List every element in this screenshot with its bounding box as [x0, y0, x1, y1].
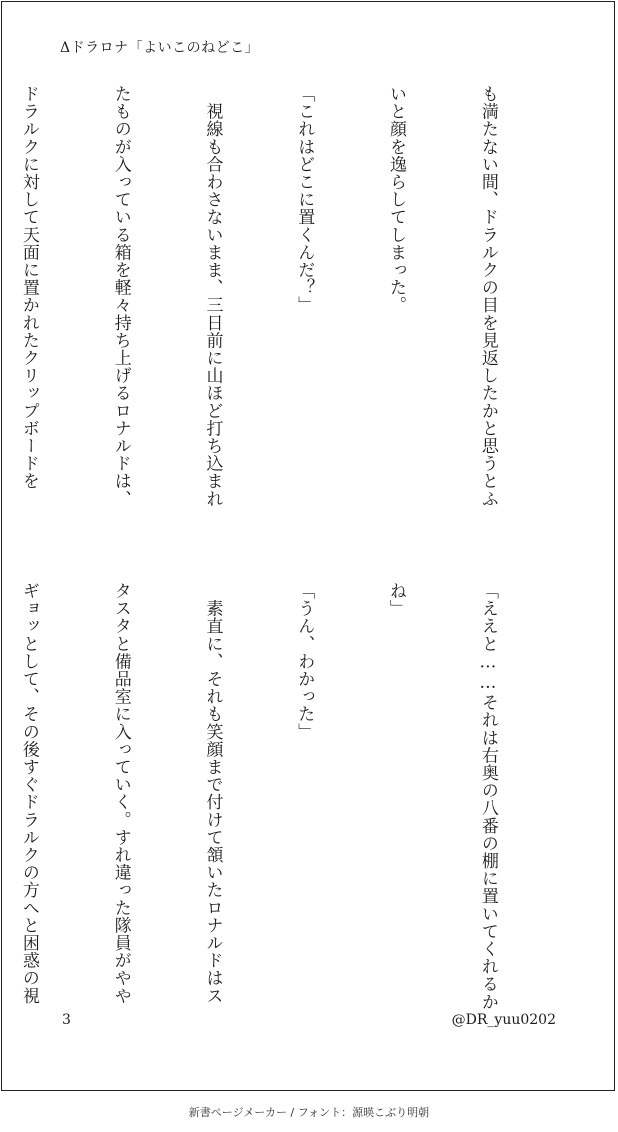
lower-text-block — [18, 582, 564, 1058]
page-number: 3 — [62, 1012, 71, 1028]
text-column: いと顔を逸らしてしまった。 — [386, 85, 407, 314]
upper-text-block — [18, 85, 564, 561]
text-column: 「ええと……それは右奥の八番の棚に置いてくれるか — [477, 582, 498, 1011]
text-column: タスタと備品室に入っていく。すれ違った隊員がやや — [110, 582, 131, 1005]
author-handle: @DR_yuu0202 — [451, 1012, 556, 1028]
text-column: 「うん、わかった」 — [294, 582, 315, 741]
text-column: ね」 — [386, 582, 407, 618]
generator-credit: 新書ページメーカー / フォント：源暎こぶり明朝 — [188, 1106, 430, 1119]
text-column: も満たない間、ドラルクの目を見返したかと思うとふ — [477, 85, 498, 508]
running-header: Δドラロナ「よいこのねどこ」 — [60, 40, 260, 56]
text-column: ドラルクに対して天面に置かれたクリップボードを — [18, 85, 39, 490]
book-page — [1, 1, 615, 1091]
text-column: たものが入っている箱を軽々持ち上げるロナルドは、 — [110, 85, 131, 508]
text-column: 素直に、それも笑顔まで付けて頷いたロナルドはス — [202, 582, 223, 1005]
text-column: 「これはどこに置くんだ？」 — [294, 85, 315, 314]
text-column: 視線も合わさないまま、三日前に山ほど打ち込まれ — [202, 85, 223, 508]
text-column: ギョッとして、その後すぐドラルクの方へと困惑の視 — [18, 582, 39, 1005]
